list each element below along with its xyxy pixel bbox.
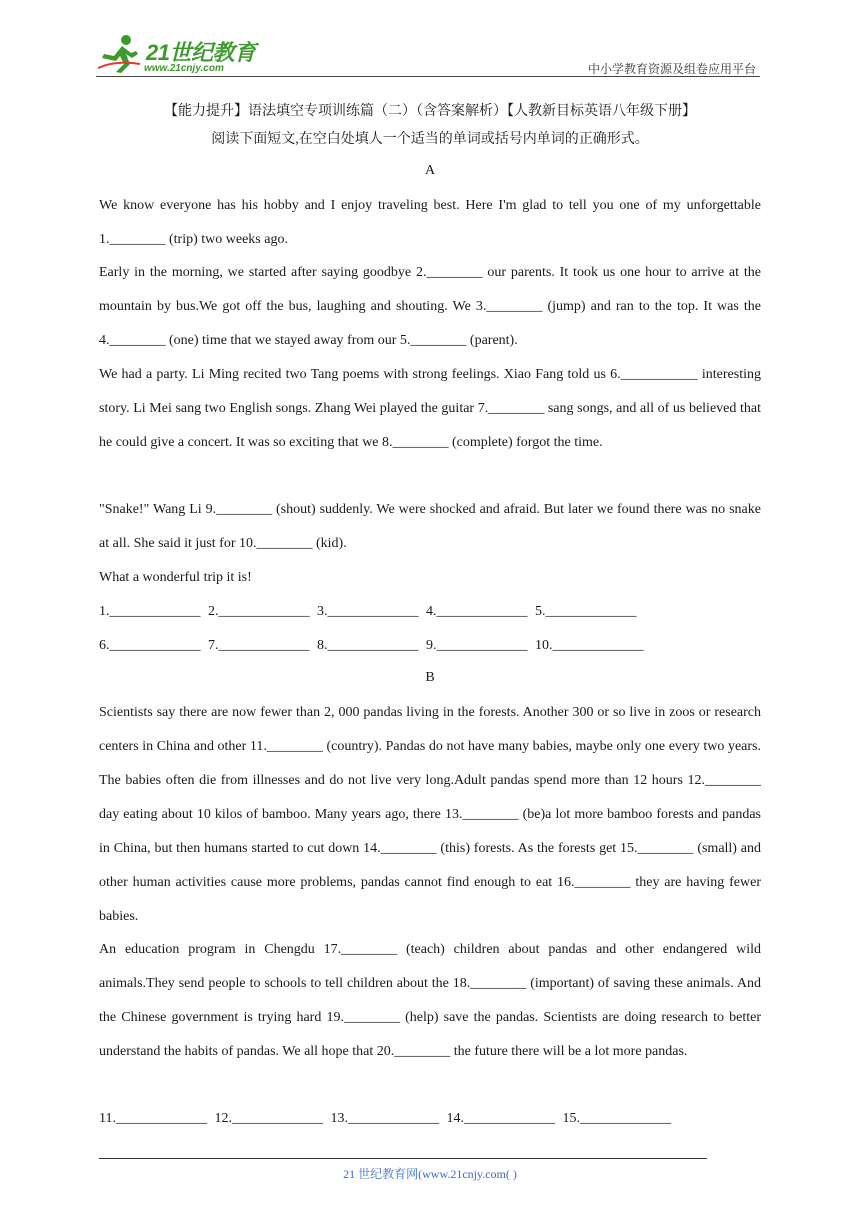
- footer-divider: [99, 1158, 707, 1159]
- footer-text[interactable]: 21 世纪教育网(www.21cnjy.com( ): [343, 1167, 517, 1181]
- passage-b-paragraph-1: Scientists say there are now fewer than 2, 000 pandas living in the forests. Another 300 or so live in zoos or research centers in China and other 11.________ (country). Pandas do not have many babies, maybe only one every two years. The babies often die from illnesses and do not live very long.Adult pandas spend more than 12 hours 12.________ day eating about 10 kilos of bamboo. Many years ago, there 13.________ (be)a lot more bamboo forests and pandas in China, but then humans started to cut down 14.________ (this) forests. As the forests get 15.________ (small) and other human activities cause more problems, pandas cannot find enough to eat 16.________ they are having fewer babies.: [99, 705, 761, 924]
- logo-text: 21世纪教育: [146, 40, 256, 65]
- answer-row-6-10: [99, 629, 761, 663]
- answer-blank-9[interactable]: 9._____________: [426, 638, 528, 653]
- answer-blank-1[interactable]: 1._____________: [99, 604, 201, 619]
- answer-blank-12[interactable]: 12._____________: [214, 1111, 323, 1126]
- passage-b-paragraph-2: An education program in Chengdu 17.________ (teach) children about pandas and other endangered wild animals.They send people to schools to tell children about the 18.________ (important) of saving these animals. And the Chinese government is trying hard 19.________ (help) save the pandas. Scientists are doing research to better understand the habits of pandas. We all hope that 20.________ the future there will be a lot more pandas.: [99, 942, 761, 1059]
- logo-url: www.21cnjy.com: [144, 63, 224, 74]
- passage-a-paragraph-3: We had a party. Li Ming recited two Tang poems with strong feelings. Xiao Fang told us 6.___________ interesting story. Li Mei sang two English songs. Zhang Wei played the guitar 7.________ sang songs, and all of us believed that he could give a concert. It was so exciting that we 8.________ (complete) forgot the time.: [99, 367, 761, 450]
- site-logo: [96, 30, 276, 78]
- section-label-a: A: [424, 163, 436, 178]
- answer-blank-10[interactable]: 10._____________: [535, 638, 644, 653]
- answer-blank-5[interactable]: 5._____________: [535, 604, 637, 619]
- instruction: 阅读下面短文,在空白处填人一个适当的单词或括号内单词的正确形式。: [211, 132, 649, 147]
- page-title: 【能力提升】语法填空专项训练篇（二）（含答案解析）【人教新目标英语八年级下册】: [164, 104, 696, 119]
- answer-row-11-15: [99, 1102, 761, 1136]
- answer-blank-11[interactable]: 11._____________: [99, 1111, 207, 1126]
- answer-blank-15[interactable]: 15._____________: [562, 1111, 671, 1126]
- passage-a-paragraph-1: We know everyone has his hobby and I enjoy traveling best. Here I'm glad to tell you one of my unforgettable 1.________ (trip) two weeks ago.: [99, 198, 761, 247]
- passage-a-paragraph-4: "Snake!" Wang Li 9.________ (shout) suddenly. We were shocked and afraid. But later we found there was no snake at all. She said it just for 10.________ (kid).: [99, 502, 761, 551]
- answer-row-1-5: [99, 595, 761, 629]
- passage-a-paragraph-5: What a wonderful trip it is!: [99, 570, 252, 585]
- answer-blank-7[interactable]: 7._____________: [208, 638, 310, 653]
- answer-blank-4[interactable]: 4._____________: [426, 604, 528, 619]
- passage-a-paragraph-2: Early in the morning, we started after saying goodbye 2.________ our parents. It took us one hour to arrive at the mountain by bus.We got off the bus, laughing and shouting. We 3.________ (jump) and ran to the top. It was the 4.________ (one) time that we stayed away from our 5.________ (parent).: [99, 265, 761, 348]
- answer-blank-3[interactable]: 3._____________: [317, 604, 419, 619]
- section-label-b: B: [425, 670, 435, 685]
- answer-blank-14[interactable]: 14._____________: [446, 1111, 555, 1126]
- platform-name: 中小学教育资源及组卷应用平台: [587, 62, 756, 76]
- runner-logo-icon: [96, 34, 144, 74]
- answer-blank-8[interactable]: 8._____________: [317, 638, 419, 653]
- answer-blank-2[interactable]: 2._____________: [208, 604, 310, 619]
- answer-blank-6[interactable]: 6._____________: [99, 638, 201, 653]
- header-divider: [96, 76, 760, 77]
- answer-blank-13[interactable]: 13._____________: [330, 1111, 439, 1126]
- page-header: [96, 30, 760, 78]
